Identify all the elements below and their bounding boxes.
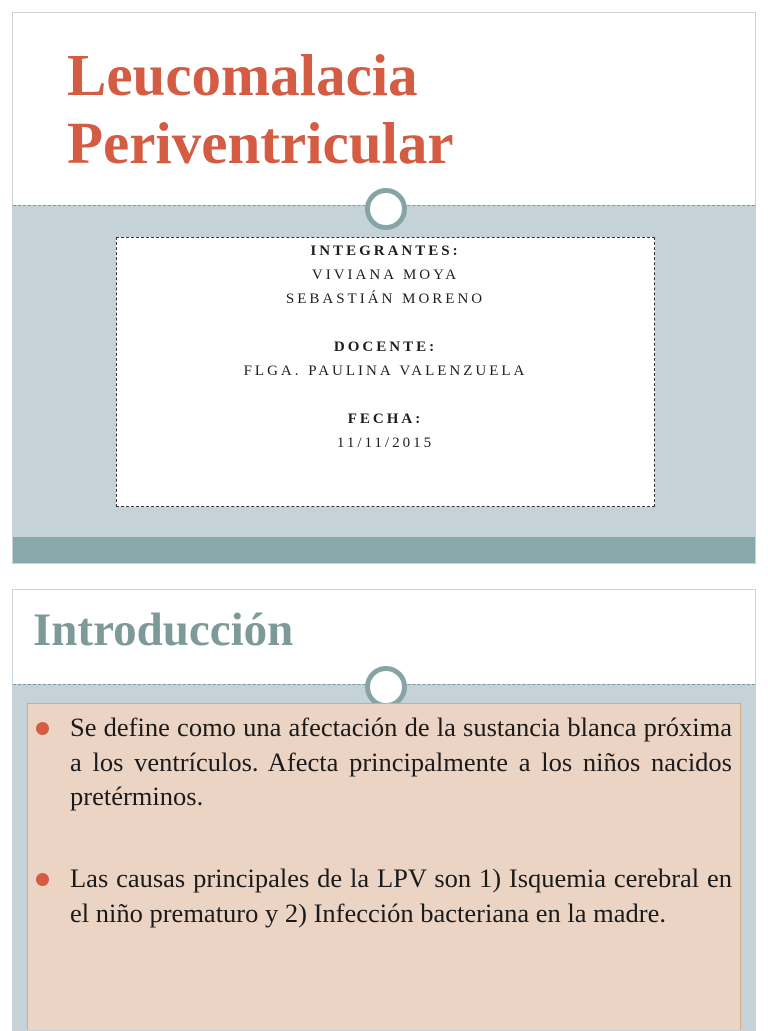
title-line-2: Periventricular	[67, 110, 454, 176]
fecha-value: 11/11/2015	[336, 435, 435, 451]
slide-title	[67, 41, 454, 177]
spacer	[117, 383, 654, 407]
circle-ornament-icon	[365, 188, 407, 230]
bottom-band	[13, 537, 755, 563]
content-box	[27, 703, 741, 1031]
bullet-text: Se define como una afectación de la sustancia blanca próxima a los ventrículos. Afecta principalmente a los niños nacidos pretérminos.	[70, 712, 732, 811]
bullet-item	[36, 861, 732, 930]
introduction-slide	[12, 589, 756, 1031]
integrantes-label: INTEGRANTES:	[310, 243, 461, 259]
bullet-text: Las causas principales de la LPV son 1) Isquemia cerebral en el niño prematuro y 2) Infección bacteriana en la madre.	[70, 863, 732, 928]
spacer	[117, 311, 654, 335]
slide-title: Introducción	[33, 604, 294, 656]
title-line-1: Leucomalacia	[67, 42, 418, 108]
member-name: SEBASTIÁN MORENO	[285, 291, 486, 307]
title-area	[13, 13, 755, 205]
fecha-label: FECHA:	[347, 411, 424, 427]
docente-name: FLGA. PAULINA VALENZUELA	[243, 363, 528, 379]
info-box	[116, 237, 655, 507]
bullet-dot-icon	[36, 873, 49, 886]
circle-ornament-icon	[365, 666, 407, 708]
docente-label: DOCENTE:	[333, 339, 438, 355]
bullet-item	[36, 710, 732, 814]
title-slide	[12, 12, 756, 564]
member-name: VIVIANA MOYA	[311, 267, 460, 283]
bullet-dot-icon	[36, 722, 49, 735]
